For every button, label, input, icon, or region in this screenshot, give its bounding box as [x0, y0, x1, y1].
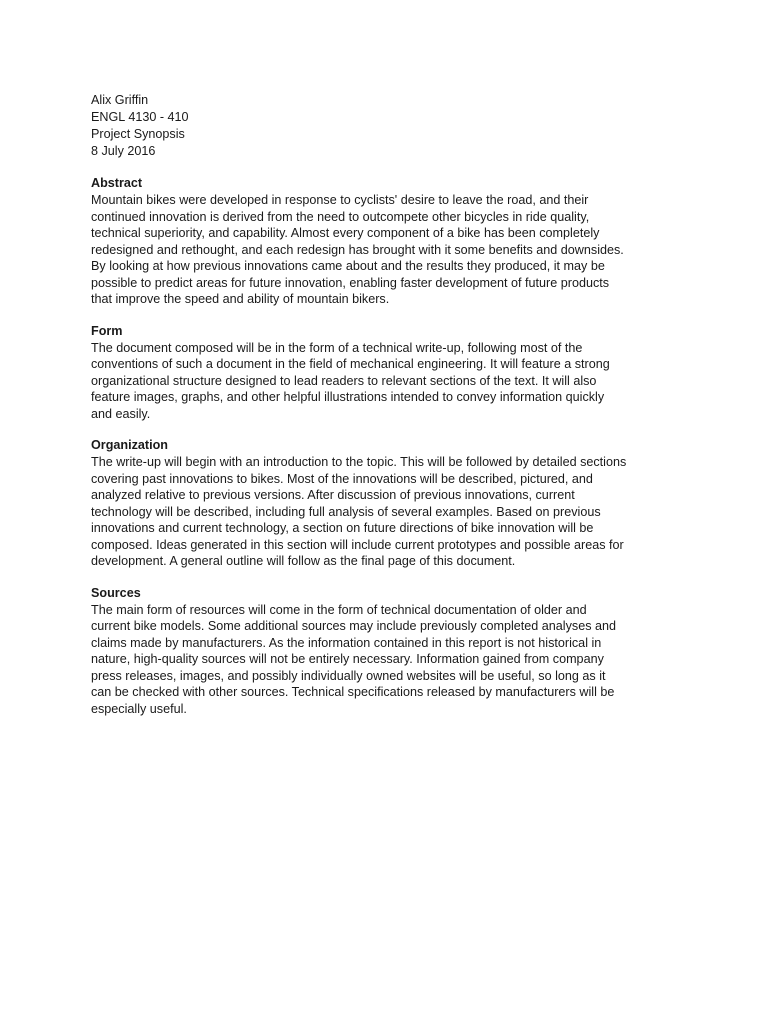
- text-line: The write-up will begin with an introduction to the topic. This will be followed by detailed sections: [91, 455, 627, 469]
- abstract-body: [91, 192, 691, 308]
- text-line: especially useful.: [91, 701, 187, 716]
- text-line: conventions of such a document in the field of mechanical engineering. It will feature a strong: [91, 357, 610, 371]
- text-line: covering past innovations to bikes. Most of the innovations will be described, pictured, and: [91, 471, 593, 486]
- text-line: can be checked with other sources. Technical specifications released by manufacturers will be: [91, 685, 615, 699]
- text-line: press releases, images, and possibly individually owned websites will be useful, so long as it: [91, 668, 606, 683]
- text-line: nature, high-quality sources will not be entirely necessary. Information gained from company: [91, 652, 604, 666]
- text-line: composed. Ideas generated in this section will include current prototypes and possible areas for: [91, 537, 624, 552]
- text-line: current bike models. Some additional sources may include previously completed analyses and: [91, 619, 617, 633]
- organization-section: [91, 437, 691, 570]
- text-line: The main form of resources will come in the form of technical documentation of older and: [91, 602, 587, 617]
- sources-body: [91, 602, 691, 718]
- form-section: [91, 323, 691, 423]
- abstract-heading: Abstract: [91, 176, 143, 190]
- text-line: innovations and current technology, a section on future directions of bike innovation will be: [91, 521, 594, 535]
- abstract-section: [91, 175, 691, 308]
- text-line: technology will be described, including full analysis of several examples. Based on previous: [91, 504, 601, 519]
- text-line: redesigned and rethought, and each redesign has brought with it some benefits and downsides.: [91, 242, 624, 257]
- text-line: claims made by manufacturers. As the information contained in this report is not historical in: [91, 635, 602, 650]
- text-line: possible to predict areas for future innovation, enabling faster development of future products: [91, 275, 610, 290]
- sources-heading: Sources: [91, 585, 141, 600]
- sources-section: [91, 585, 691, 718]
- document-header: [91, 92, 691, 160]
- text-line: By looking at how previous innovations came about and the results they produced, it may be: [91, 259, 605, 273]
- assignment-title: Project Synopsis: [91, 127, 185, 141]
- text-line: technical superiority, and capability. Almost every component of a bike has been completely: [91, 226, 600, 240]
- document-date: 8 July 2016: [91, 144, 156, 158]
- course-code: ENGL 4130 - 410: [91, 110, 189, 124]
- text-line: continued innovation is derived from the need to outcompete other bicycles in ride quality,: [91, 209, 590, 224]
- text-line: feature images, graphs, and other helpful illustrations intended to convey information quickly: [91, 390, 605, 404]
- text-line: The document composed will be in the form of a technical write-up, following most of the: [91, 340, 583, 355]
- text-line: analyzed relative to previous versions. After discussion of previous innovations, current: [91, 488, 575, 502]
- text-line: development. A general outline will follow as the final page of this document.: [91, 554, 516, 568]
- organization-body: [91, 454, 691, 570]
- author-name: Alix Griffin: [91, 93, 149, 107]
- text-line: Mountain bikes were developed in response to cyclists' desire to leave the road, and their: [91, 193, 589, 207]
- text-line: and easily.: [91, 406, 151, 421]
- form-heading: Form: [91, 323, 123, 338]
- form-body: [91, 340, 691, 423]
- document-page: [91, 92, 691, 717]
- organization-heading: Organization: [91, 438, 168, 452]
- text-line: organizational structure designed to lead readers to relevant sections of the text. It will also: [91, 373, 597, 388]
- text-line: that improve the speed and ability of mountain bikers.: [91, 292, 390, 306]
